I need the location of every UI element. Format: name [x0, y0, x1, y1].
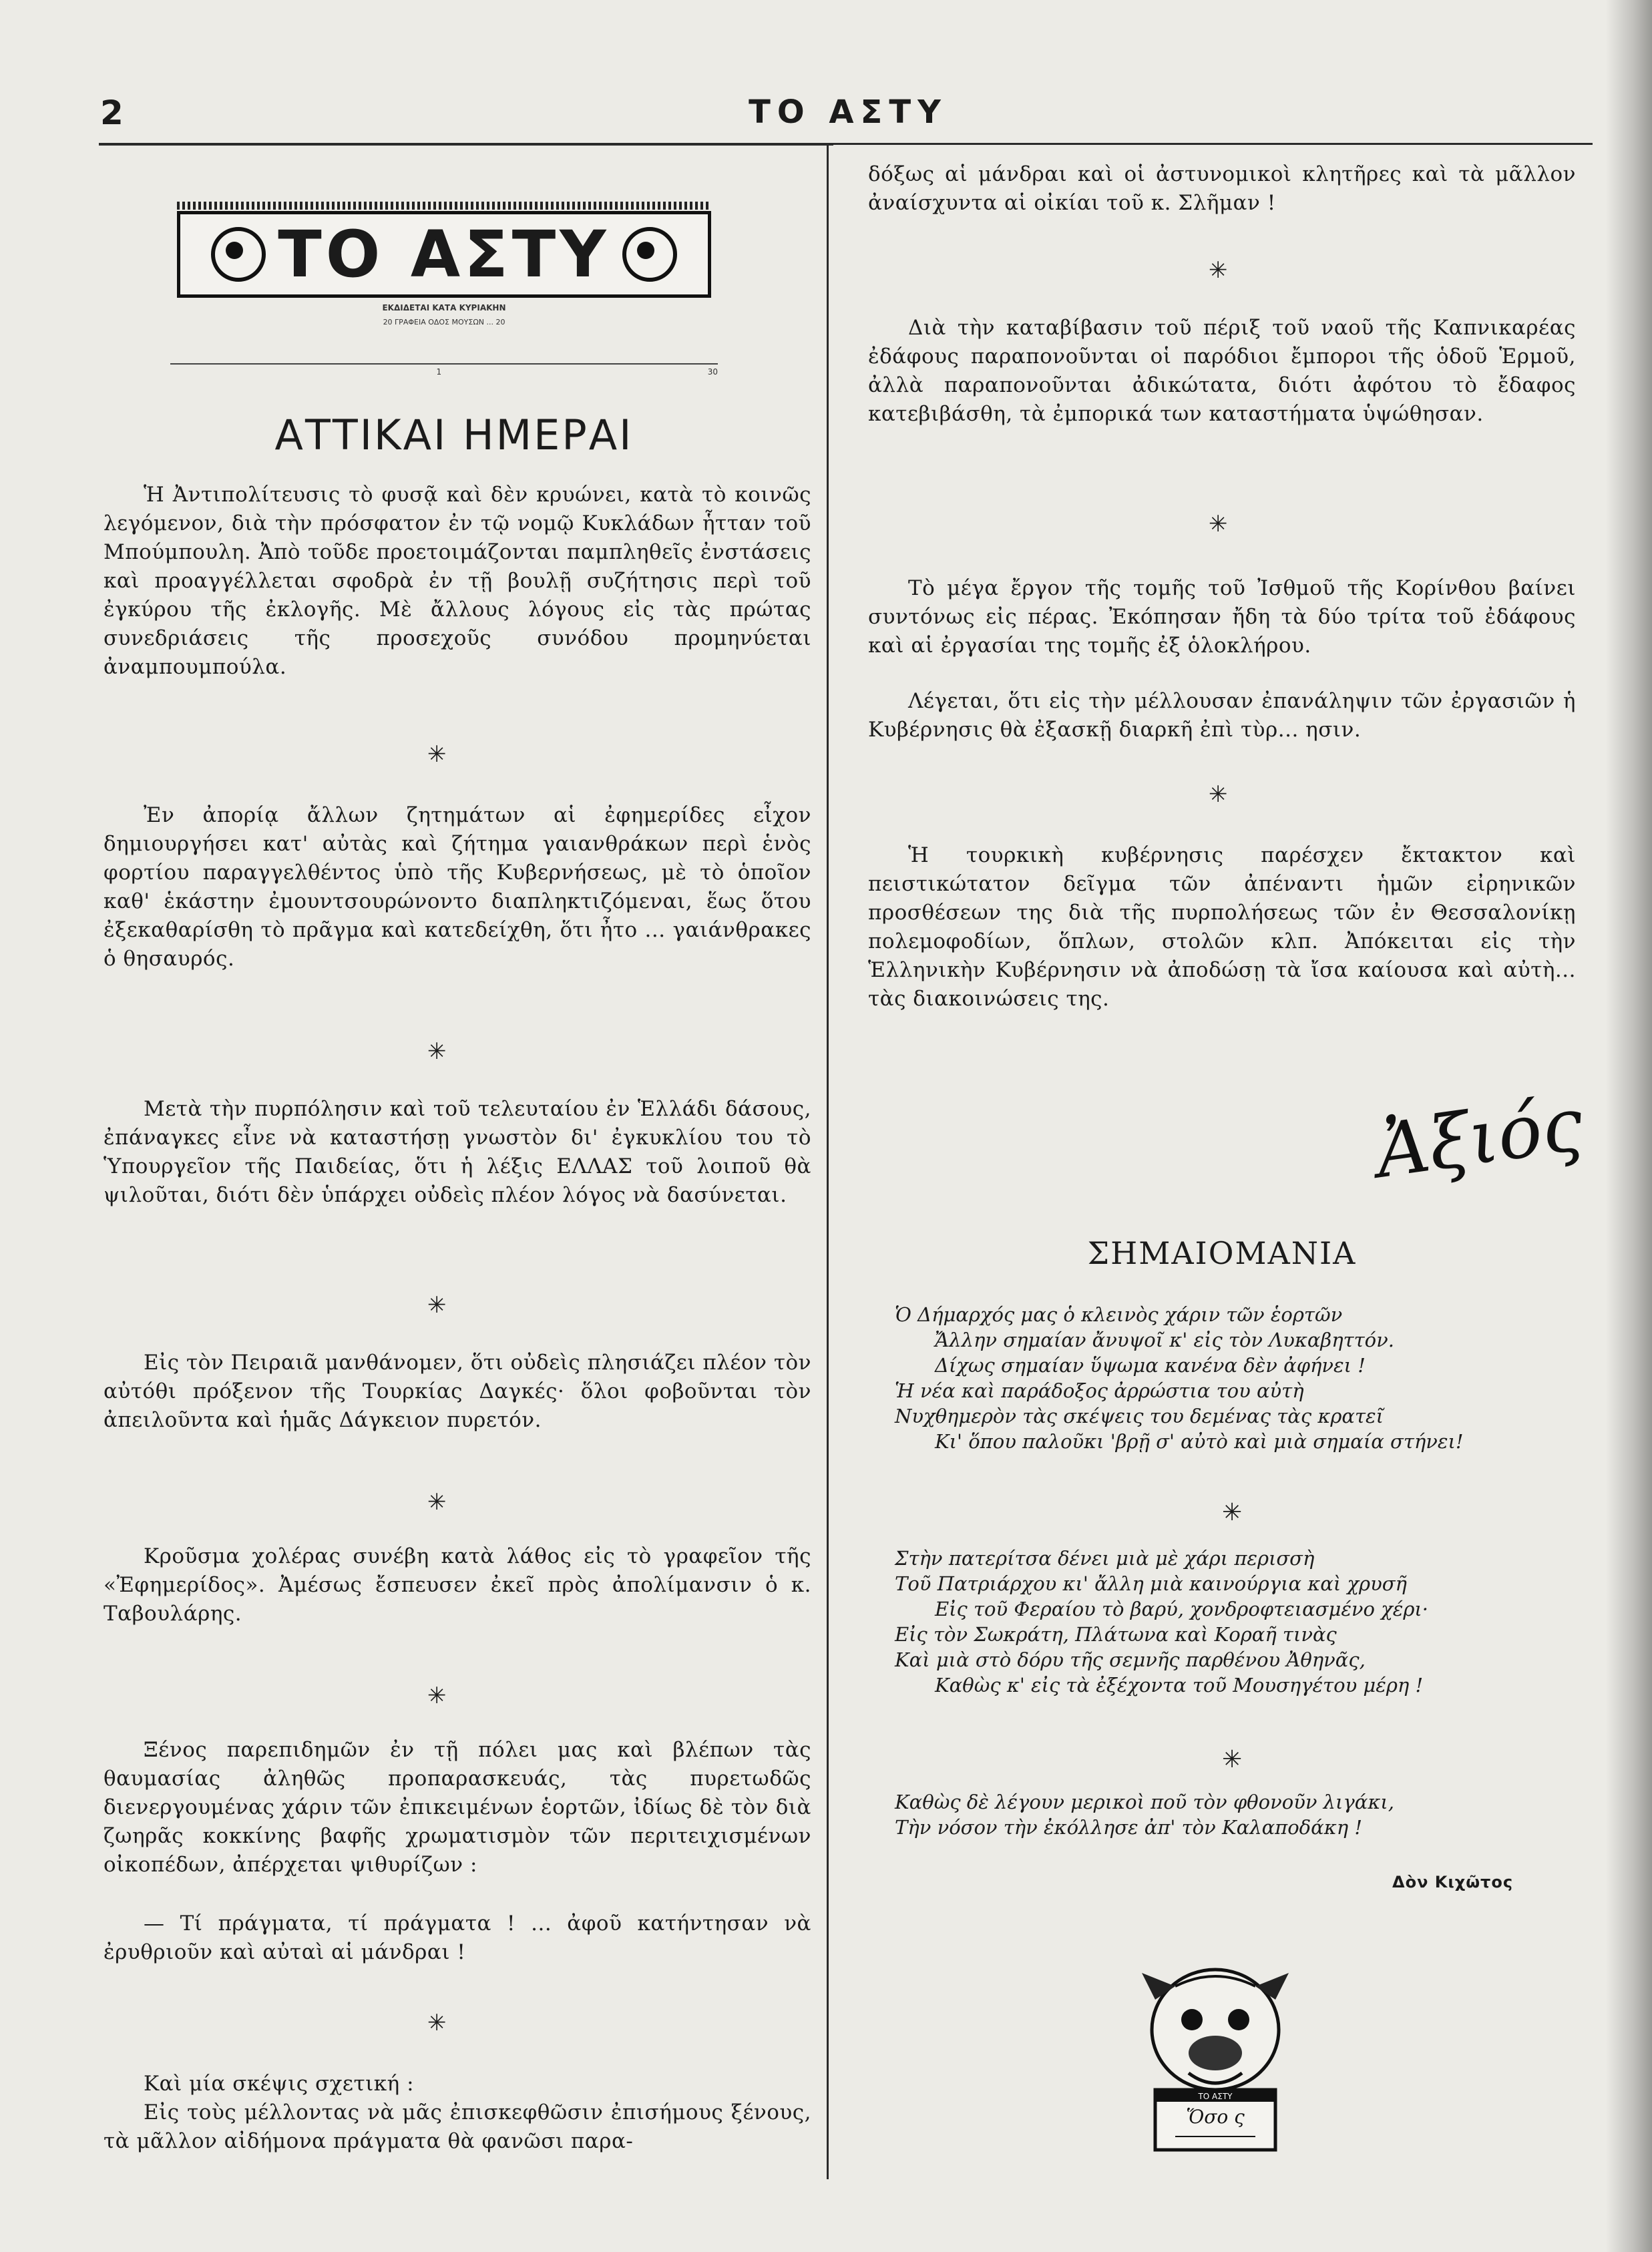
- page-edge-shadow: [1605, 0, 1652, 2252]
- asterism-icon: ✳: [1222, 1499, 1243, 1526]
- left-paragraph-3: Μετὰ τὴν πυρπόλησιν καὶ τοῦ τελευταίου ἐν Ἑλλάδι δάσους, ἐπάναγκες εἶνε νὰ καταστήσῃ γνωστὸν δι' ἐγκυκλίου του τὸ Ὑπουργεῖον τῆς Παιδείας, ὅτι ἡ λέξις ΕΛΛΑΣ τοῦ λοιποῦ θὰ ψιλοῦται, διότι δὲν ὑπάρχει οὐδεὶς πλέον λόγος νὰ δασύνεται.: [104, 1097, 811, 1207]
- asterism-icon: ✳: [1222, 1746, 1243, 1773]
- poem-line: Ἄλλην σημαίαν ἄνυψοῖ κ' εἰς τὸν Λυκαβηττόν.: [935, 1329, 1394, 1351]
- masthead-decoration: [177, 202, 711, 210]
- asterism-icon: ✳: [1209, 257, 1228, 284]
- poem-line: Εἰς τὸν Σωκράτη, Πλάτωνα καὶ Κοραῆ τινὰς: [895, 1623, 1337, 1646]
- poem-stanza-3: [895, 1789, 1596, 1840]
- page-number: 2: [100, 93, 124, 132]
- poem-title: ΣΗΜΑΙΟΜΑΝΙΑ: [1087, 1235, 1357, 1271]
- emblem-icon: [622, 227, 677, 282]
- asterism-icon: ✳: [1209, 511, 1228, 537]
- asterism-icon: ✳: [427, 1292, 447, 1319]
- asterism-icon: ✳: [427, 1682, 447, 1709]
- masthead-line-2: 20 ΓΡΑΦΕΙΑ ΟΔΟΣ ΜΟΥΣΩΝ ... 20: [383, 318, 505, 326]
- left-paragraph-4: Εἰς τὸν Πειραιᾶ μανθάνομεν, ὅτι οὐδεὶς πλησιάζει πλέον τὸν αὐτόθι πρόξενον τῆς Τουρκίας Δαγκές· ὅλοι φοβοῦνται τὸν ἀπειλοῦντα καὶ ἡμᾶς Δάγκειον πυρετόν.: [104, 1351, 811, 1432]
- right-paragraph-1: δόξως αἱ μάνδραι καὶ οἱ ἀστυνομικοὶ κλητῆρες καὶ τὰ μᾶλλον ἀναίσχυντα αἱ οἰκίαι τοῦ κ. Σλῆμαν !: [868, 162, 1576, 215]
- masthead-footer-right: 30: [707, 367, 718, 377]
- left-paragraph-1: Ἡ Ἀντιπολίτευσις τὸ φυσᾷ καὶ δὲν κρυώνει, κατὰ τὸ κοινῶς λεγόμενον, διὰ τὴν πρόσφατον ἐν τῷ νομῷ Κυκλάδων ἧτταν τοῦ Μπούμπουλη. Ἀπὸ τοῦδε προετοιμάζονται παμπληθεῖς ἐνστάσεις καὶ προαγγέλλεται σφοδρὰ ἐν τῇ βουλῇ συζήτησις περὶ τοῦ ἐγκύρου τῆς ἐκλογῆς. Μὲ ἄλλους λόγους εἰς τὰς πρώτας συνεδριάσεις τῆς προσεχοῦς συνόδου προμηνύεται ἀναμπουμπούλα.: [104, 483, 811, 679]
- left-paragraph-7-lead: Καὶ μία σκέψις σχετική :: [144, 2072, 415, 2096]
- stamp-title: ΤΟ ΑΣΤΥ: [1198, 2092, 1233, 2101]
- right-paragraph-3: Τὸ μέγα ἔργον τῆς τομῆς τοῦ Ἰσθμοῦ τῆς Κορίνθου βαίνει συντόνως εἰς πέρας. Ἐκόπησαν ἤδη τὰ δύο τρίτα τοῦ ἐδάφους καὶ αἱ ἐργασίαι της τομῆς ἐξ ὁλοκλήρου.: [868, 576, 1576, 658]
- poem-line: Δίχως σημαίαν ὕψωμα κανένα δὲν ἀφήνει !: [935, 1354, 1366, 1377]
- poem-line: Καθὼς κ' εἰς τὰ ἐξέχοντα τοῦ Μουσηγέτου μέρη !: [935, 1674, 1424, 1697]
- masthead-footer: [170, 363, 718, 377]
- left-paragraph-2: Ἐν ἀπορίᾳ ἄλλων ζητημάτων αἱ ἐφημερίδες εἶχον δημιουργήσει κατ' αὐτὰς καὶ ζήτημα γαιανθράκων περὶ ἑνὸς φορτίου παραγγελθέντος ὑπὸ τῆς Κυβερνήσεως, μὲ τὸ ὁποῖον καθ' ἑκάστην ἐμουντσουρώνοντο διαπληκτιζόμεναι, ἕως ὅτου ἐξεκαθαρίσθη τὸ πρᾶγμα καὶ κατεδείχθη, ὅτι ἦτο ... γαιάνθρακες ὁ θησαυρός.: [104, 803, 811, 971]
- left-paragraph-6-quote: — Τί πράγματα, τί πράγματα ! ... ἀφοῦ κατήντησαν νὰ ἐρυθριοῦν καὶ αὐταὶ αἱ μάνδραι !: [104, 1911, 811, 1964]
- poem-line: Κι' ὅπου παλοῦκι 'βρῇ σ' αὐτὸ καὶ μιὰ σημαία στήνει!: [935, 1430, 1464, 1453]
- masthead-line-1: ΕΚΔΙΔΕΤΑΙ ΚΑΤΑ ΚΥΡΙΑΚΗΝ: [382, 303, 506, 312]
- masthead-title: ΤΟ ΑΣΤΥ: [278, 217, 610, 292]
- poem-line: Τὴν νόσον τὴν ἐκόλλησε ἀπ' τὸν Καλαποδάκη !: [895, 1816, 1362, 1839]
- right-paragraph-3b: Λέγεται, ὅτι εἰς τὴν μέλλουσαν ἐπανάληψιν τῶν ἐργασιῶν ἡ Κυβέρνησις θὰ ἐξασκῇ διαρκῆ ἐπὶ τὺρ... ησιν.: [868, 689, 1576, 742]
- left-paragraph-6: Ξένος παρεπιδημῶν ἐν τῇ πόλει μας καὶ βλέπων τὰς θαυμασίας ἀληθῶς προπαρασκευάς, τὰς πυρετωδῶς διενεργουμένας χάριν τῶν ἐπικειμένων ἑορτῶν, ἰδίως δὲ τὸν διὰ ζωηρᾶς κοκκίνης βαφῆς χρωματισμὸν τῶν περιτειχισμένων οἰκοπέδων, ἀπέρχεται ψιθυρίζων :: [104, 1738, 811, 1877]
- masthead-footer-center: 1: [436, 367, 442, 377]
- asterism-icon: ✳: [427, 1489, 447, 1516]
- poem-line: Στὴν πατερίτσα δένει μιὰ μὲ χάρι περισσὴ: [895, 1547, 1315, 1570]
- right-paragraph-2: Διὰ τὴν καταβίβασιν τοῦ πέριξ τοῦ ναοῦ τῆς Καπνικαρέας ἐδάφους παραπονοῦνται οἱ παρόδιοι ἔμποροι τῆς ὁδοῦ Ἑρμοῦ, ἀλλὰ παραπονοῦνται ἀδικώτατα, διότι ἀφότου τὸ ἔδαφος κατεβιβάσθη, τὰ ἐμπορικά των καταστήματα ὑψώθησαν.: [868, 316, 1576, 426]
- poem-line: Νυχθημερὸν τὰς σκέψεις του δεμένας τὰς κρατεῖ: [895, 1405, 1384, 1427]
- poem-line: Εἰς τοῦ Φεραίου τὸ βαρύ, χονδροφτειασμένο χέρι·: [935, 1598, 1428, 1620]
- author-signature: Ἀξιός: [1370, 1080, 1589, 1195]
- asterism-icon: ✳: [427, 1038, 447, 1065]
- dog-illustration: [1135, 1960, 1295, 2167]
- masthead: [177, 211, 718, 388]
- poem-stanza-1: [895, 1302, 1596, 1454]
- poem-line: Ἡ νέα καὶ παράδοξος ἀρρώστια του αὐτὴ: [895, 1379, 1304, 1402]
- poem-line: Ὁ Δήμαρχός μας ὁ κλεινὸς χάριν τῶν ἑορτῶν: [895, 1303, 1343, 1326]
- poem-line: Τοῦ Πατριάρχου κι' ἄλλη μιὰ καινούργια καὶ χρυσῆ: [895, 1572, 1407, 1595]
- masthead-box: [177, 211, 711, 298]
- running-title: ΤΟ ΑΣΤΥ: [749, 93, 948, 131]
- header-rule-left: [99, 143, 833, 146]
- right-paragraph-4: Ἡ τουρκικὴ κυβέρνησις παρέσχεν ἔκτακτον καὶ πειστικώτατον δεῖγμα τῶν ἀπέναντι ἡμῶν εἰρηνικῶν προσθέσεων της διὰ τῆς πυρπολήσεως τῶν ἐν Θεσσαλονίκῃ πολεμοφοδίων, ὅπλων, στολῶν κλπ. Ἀπόκειται εἰς τὴν Ἑλληνικὴν Κυβέρνησιν νὰ ἀποδώσῃ τὰ ἴσα καίουσα καὶ αὐτὴ... τὰς διακοινώσεις της.: [868, 843, 1576, 1011]
- stamp-text: Ὅσο ς: [1186, 2106, 1245, 2128]
- left-paragraph-7: Εἰς τοὺς μέλλοντας νὰ μᾶς ἐπισκεφθῶσιν ἐπισήμους ξένους, τὰ μᾶλλον αἰδήμονα πράγματα θὰ φανῶσι παρα-: [104, 2100, 811, 2153]
- header-rule-right: [831, 143, 1593, 145]
- asterism-icon: ✳: [1209, 781, 1228, 808]
- left-paragraph-5: Κροῦσμα χολέρας συνέβη κατὰ λάθος εἰς τὸ γραφεῖον τῆς «Ἐφημερίδος». Ἀμέσως ἔσπευσεν ἐκεῖ πρὸς ἀπολίμανσιν ὁ κ. Ταβουλάρης.: [104, 1544, 811, 1626]
- section-title: ΑΤΤΙΚΑΙ ΗΜΕΡΑΙ: [274, 411, 634, 459]
- poem-line: Καὶ μιὰ στὸ δόρυ τῆς σεμνῆς παρθένου Ἀθηνᾶς,: [895, 1648, 1366, 1671]
- emblem-icon: [211, 227, 266, 282]
- column-divider: [827, 143, 829, 2179]
- poem-signature: Δὸν Κιχῶτος: [1392, 1873, 1514, 1891]
- asterism-icon: ✳: [427, 741, 447, 768]
- poem-line: Καθὼς δὲ λέγουν μερικοὶ ποῦ τὸν φθονοῦν λιγάκι,: [895, 1791, 1394, 1813]
- asterism-icon: ✳: [427, 2010, 447, 2036]
- poem-stanza-2: [895, 1546, 1596, 1698]
